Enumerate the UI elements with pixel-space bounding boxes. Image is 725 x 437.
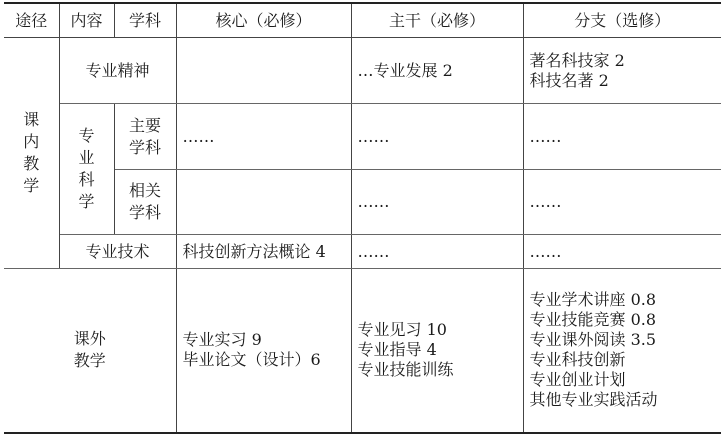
table-header-row — [4, 3, 721, 38]
related-subject-cell — [114, 170, 176, 235]
major-science-content: 专业科学 — [78, 126, 95, 211]
header-core: 核心（必修） — [176, 3, 351, 38]
related-subject-label: 相关学科 — [128, 181, 161, 222]
major-science-content-cell — [59, 104, 114, 235]
major-spirit-core — [176, 38, 351, 104]
related-subject-branch: …… — [523, 170, 721, 235]
out-class-label-cell — [4, 269, 176, 433]
out-class-branch-cell — [523, 269, 721, 433]
major-spirit-branch: 著名科技家 2 科技名著 2 — [529, 50, 625, 90]
major-spirit-trunk: …专业发展 2 — [351, 38, 523, 104]
header-content: 内容 — [59, 3, 114, 38]
out-class-label: 课外教学 — [73, 329, 106, 371]
main-subject-cell — [114, 104, 176, 170]
major-spirit-content: 专业精神 — [59, 38, 176, 104]
major-technology-content: 专业技术 — [59, 235, 176, 269]
out-class-trunk-cell — [351, 269, 523, 433]
table-row — [4, 38, 721, 104]
in-class-label: 课内教学 — [23, 110, 40, 195]
main-subject-label: 主要学科 — [128, 115, 161, 157]
out-class-branch: 专业学术讲座 0.8 专业技能竞赛 0.8 专业课外阅读 3.5 专业科技创新 专业创业计划 其他专业实践活动 — [529, 290, 658, 410]
major-technology-core: 科技创新方法概论 4 — [176, 235, 351, 269]
main-subject-trunk: …… — [351, 104, 523, 170]
main-subject-core: …… — [176, 104, 351, 170]
main-subject-branch: …… — [523, 104, 721, 170]
out-class-core: 专业实习 9 毕业论文（设计）6 — [182, 330, 321, 370]
header-subject: 学科 — [114, 3, 176, 38]
header-trunk: 主干（必修） — [351, 3, 523, 38]
major-technology-branch: …… — [523, 235, 721, 269]
related-subject-trunk: …… — [351, 170, 523, 235]
in-class-label-cell — [4, 38, 59, 269]
out-class-core-cell — [176, 269, 351, 433]
related-subject-core — [176, 170, 351, 235]
table-row — [4, 269, 721, 433]
header-path: 途径 — [4, 3, 59, 38]
major-spirit-branch-cell — [523, 38, 721, 104]
header-branch: 分支（选修） — [523, 3, 721, 38]
curriculum-table — [4, 2, 721, 434]
table-row — [4, 235, 721, 269]
table-row — [4, 104, 721, 170]
out-class-trunk: 专业见习 10 专业指导 4 专业技能训练 — [357, 320, 454, 380]
major-technology-trunk: …… — [351, 235, 523, 269]
